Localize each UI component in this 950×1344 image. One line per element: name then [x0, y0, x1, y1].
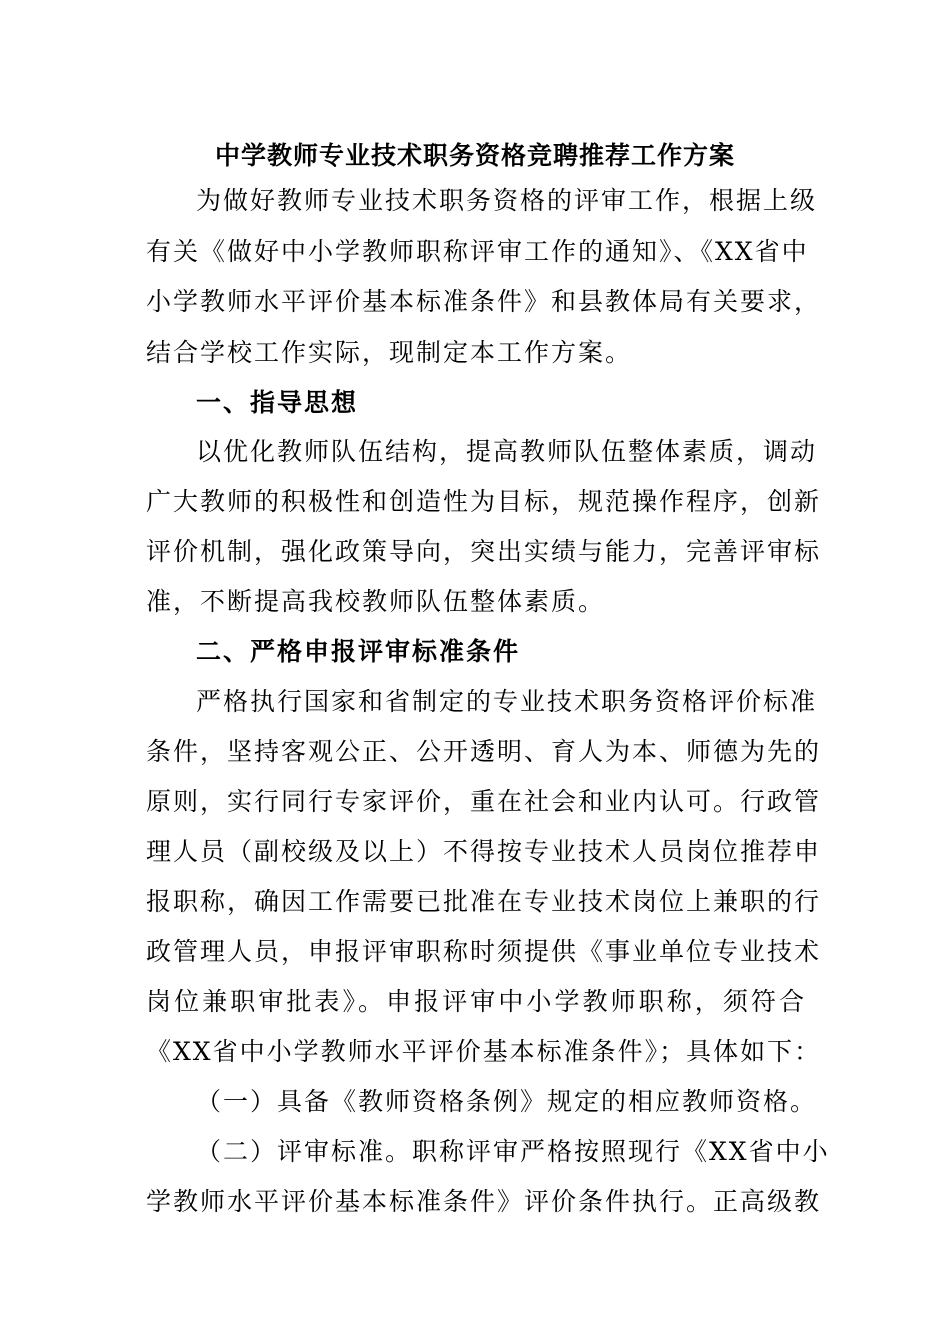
paragraph-line: 学教师水平评价基本标准条件》评价条件执行。正高级教 [146, 1187, 822, 1216]
paragraph-line: 原则，实行同行专家评价，重在社会和业内认可。行政管 [146, 787, 822, 816]
section-heading: 二、严格申报评审标准条件 [196, 637, 521, 666]
paragraph-line: 有关《做好中小学教师职称评审工作的通知》、《XX省中 [146, 237, 809, 266]
list-item: （二）评审标准。职称评审严格按照现行《XX省中小 [196, 1137, 830, 1166]
section-heading: 一、指导思想 [196, 388, 359, 417]
paragraph-line: 小学教师水平评价基本标准条件》和县教体局有关要求， [146, 287, 822, 316]
paragraph-line: 为做好教师专业技术职务资格的评审工作，根据上级 [196, 186, 818, 215]
paragraph-line: 以优化教师队伍结构，提高教师队伍整体素质，调动 [196, 437, 818, 466]
paragraph-line: 广大教师的积极性和创造性为目标，规范操作程序，创新 [146, 487, 822, 516]
paragraph-line: 政管理人员，申报评审职称时须提供《事业单位专业技术 [146, 937, 822, 966]
paragraph-line: 报职称，确因工作需要已批准在专业技术岗位上兼职的行 [146, 887, 822, 916]
paragraph-line: 准，不断提高我校教师队伍整体素质。 [146, 587, 606, 616]
list-item: （一）具备《教师资格条例》规定的相应教师资格。 [196, 1087, 818, 1116]
paragraph-line: 《XX省中小学教师水平评价基本标准条件》；具体如下： [146, 1037, 822, 1066]
paragraph-line: 评价机制，强化政策导向，突出实绩与能力，完善评审标 [146, 537, 822, 566]
paragraph-line: 严格执行国家和省制定的专业技术职务资格评价标准 [196, 687, 818, 716]
paragraph-line: 结合学校工作实际，现制定本工作方案。 [146, 338, 633, 367]
paragraph-line: 条件，坚持客观公正、公开透明、育人为本、师德为先的 [146, 737, 822, 766]
paragraph-line: 岗位兼职审批表》。申报评审中小学教师职称，须符合 [146, 987, 806, 1016]
document-title: 中学教师专业技术职务资格竞聘推荐工作方案 [214, 141, 735, 170]
paragraph-line: 理人员（副校级及以上）不得按专业技术人员岗位推荐申 [146, 837, 822, 866]
